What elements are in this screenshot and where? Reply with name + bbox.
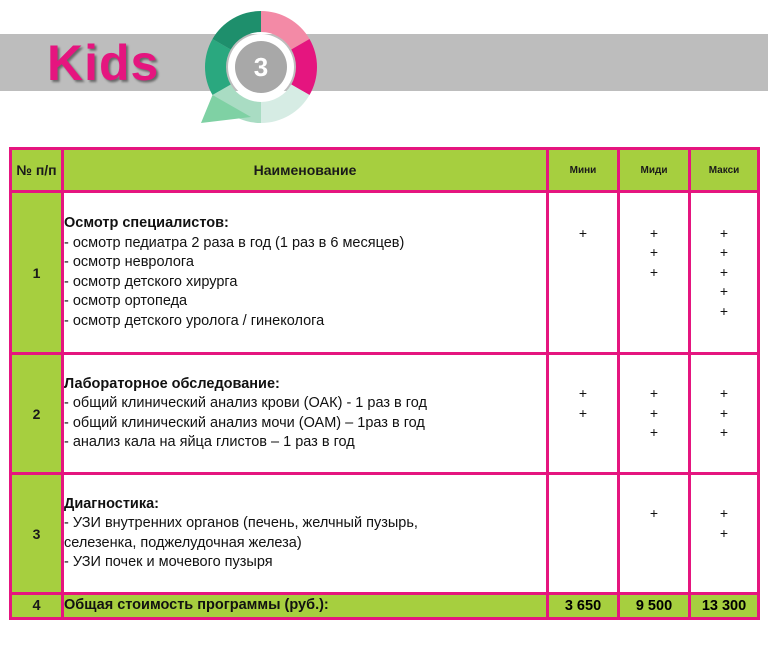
plan-mark	[549, 423, 617, 443]
plan-mark: +	[649, 385, 659, 402]
row-line: - осмотр педиатра 2 раза в год (1 раз в 6 месяцев)	[64, 234, 405, 251]
row-line: - осмотр ортопеда	[64, 293, 188, 309]
row-number: 1	[11, 192, 63, 354]
row-line: - анализ кала на яйца глистов – 1 раз в год	[64, 434, 355, 450]
header-mini: Мини	[548, 149, 619, 192]
plan-mark: +	[578, 404, 588, 421]
plan-mark: +	[719, 244, 729, 261]
plan-mark: +	[719, 302, 729, 319]
row-line: - осмотр детского хирурга	[64, 273, 238, 290]
plan-mark: +	[719, 424, 729, 441]
plan-mark: +	[578, 224, 588, 241]
table-header-row	[11, 149, 759, 192]
plan-mark: +	[649, 404, 659, 421]
plan-mark: +	[719, 505, 729, 522]
row-line: - УЗИ почек и мочевого пузыря	[64, 554, 273, 570]
row-line: селезенка, поджелудочная железа)	[64, 534, 302, 551]
total-row	[11, 594, 759, 619]
row-title: Диагностика:	[64, 495, 160, 512]
row-title: Лабораторное обследование:	[64, 375, 280, 392]
header-num: № п/п	[11, 149, 63, 192]
row-number: 2	[11, 354, 63, 474]
program-number-badge-icon	[194, 5, 328, 129]
plan-mark: +	[649, 505, 659, 522]
row-line: - общий клинический анализ крови (ОАК) - 1 раз в год	[64, 395, 427, 411]
header-name: Наименование	[63, 149, 548, 192]
plan-mark	[620, 524, 688, 544]
table-row	[11, 192, 759, 354]
plan-mark: +	[719, 263, 729, 280]
plan-mark	[549, 504, 617, 524]
midi-marks	[619, 354, 690, 474]
row-line: - осмотр детского уролога / гинеколога	[64, 312, 325, 329]
plan-mark	[549, 302, 617, 322]
row-line: - УЗИ внутренних органов (печень, желчный пузырь,	[64, 515, 418, 531]
maxi-marks	[690, 192, 759, 354]
header-midi: Миди	[619, 149, 690, 192]
row-description	[63, 354, 548, 474]
row-title: Осмотр специалистов:	[64, 215, 229, 231]
plan-mark: +	[719, 224, 729, 241]
maxi-marks	[690, 354, 759, 474]
plan-mark	[549, 524, 617, 544]
plan-mark	[549, 243, 617, 263]
plan-mark	[620, 543, 688, 563]
table-row	[11, 474, 759, 594]
plan-mark	[549, 263, 617, 283]
price-maxi: 13 300	[690, 594, 759, 619]
row-description	[63, 192, 548, 354]
plan-mark: +	[719, 404, 729, 421]
plan-mark: +	[719, 385, 729, 402]
total-number: 4	[11, 594, 63, 619]
plan-mark	[691, 543, 757, 563]
plan-mark	[549, 543, 617, 563]
plan-mark: +	[649, 424, 659, 441]
plan-mark	[620, 302, 688, 322]
price-midi: 9 500	[619, 594, 690, 619]
program-table	[9, 147, 760, 620]
table-row	[11, 354, 759, 474]
mini-marks	[548, 192, 619, 354]
plan-mark: +	[719, 283, 729, 300]
plan-mark: +	[649, 263, 659, 280]
mini-marks	[548, 354, 619, 474]
plan-mark	[549, 282, 617, 302]
row-line: - осмотр невролога	[64, 254, 194, 270]
midi-marks	[619, 474, 690, 594]
plan-mark: +	[719, 524, 729, 541]
plan-mark	[620, 282, 688, 302]
plan-mark: +	[649, 244, 659, 261]
row-number: 3	[11, 474, 63, 594]
maxi-marks	[690, 474, 759, 594]
price-mini: 3 650	[548, 594, 619, 619]
row-description	[63, 474, 548, 594]
plan-mark: +	[578, 385, 588, 402]
plan-mark: +	[649, 224, 659, 241]
midi-marks	[619, 192, 690, 354]
badge-number: 3	[253, 52, 269, 82]
mini-marks	[548, 474, 619, 594]
row-line: - общий клинический анализ мочи (ОАМ) – 1раз в год	[64, 414, 425, 431]
total-label: Общая стоимость программы (руб.):	[63, 594, 548, 619]
header-maxi: Макси	[690, 149, 759, 192]
brand-title: Kids	[47, 35, 160, 91]
